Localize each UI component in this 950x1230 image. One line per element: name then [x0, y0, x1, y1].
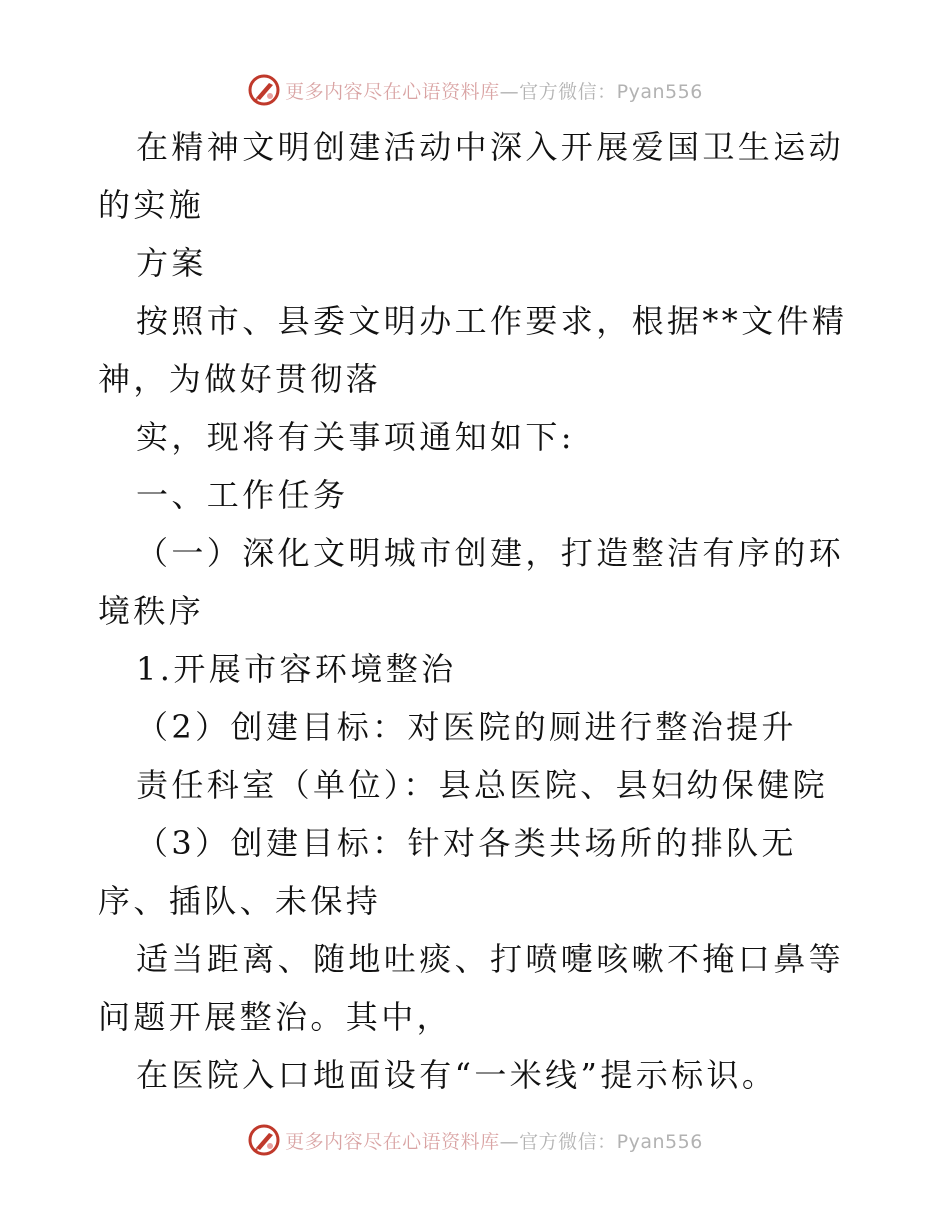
quill-pen-in-circle-icon [247, 1123, 281, 1157]
document-body [98, 118, 858, 1104]
header-watermark-banner [0, 70, 950, 110]
document-title-line-1: 在精神文明创建活动中深入开展爱国卫生运动的实施 [98, 128, 845, 224]
footer-watermark-banner [0, 1120, 950, 1160]
subsection-heading: （一）深化文明城市创建，打造整洁有序的环境秩序 [98, 534, 845, 630]
quill-pen-in-circle-icon [247, 73, 281, 107]
section-heading: 一、工作任务 [136, 476, 349, 514]
header-banner-text [285, 77, 703, 104]
header-banner-secondary: —官方微信：Pyan556 [499, 80, 703, 103]
document-paragraph: （2）创建目标：对医院的厕进行整治提升 [136, 708, 797, 746]
document-paragraph: 责任科室（单位）：县总医院、县妇幼保健院 [136, 766, 829, 804]
item-heading: 1.开展市容环境整治 [136, 650, 457, 688]
footer-banner-main: 更多内容尽在心语资料库 [285, 1130, 500, 1153]
document-title-line-2: 方案 [136, 244, 207, 282]
document-paragraph: 在医院入口地面设有“一米线”提示标识。 [136, 1056, 778, 1094]
footer-banner-text [285, 1127, 703, 1154]
document-paragraph: （3）创建目标：针对各类共场所的排队无序、插队、未保持 [98, 824, 797, 920]
footer-banner-secondary: —官方微信：Pyan556 [499, 1130, 703, 1153]
header-banner-main: 更多内容尽在心语资料库 [285, 80, 500, 103]
document-paragraph: 实，现将有关事项通知如下: [136, 418, 575, 456]
document-paragraph: 按照市、县委文明办工作要求，根据**文件精神，为做好贯彻落 [98, 302, 848, 398]
document-paragraph: 适当距离、随地吐痰、打喷嚏咳嗽不掩口鼻等问题开展整治。其中， [98, 940, 845, 1036]
